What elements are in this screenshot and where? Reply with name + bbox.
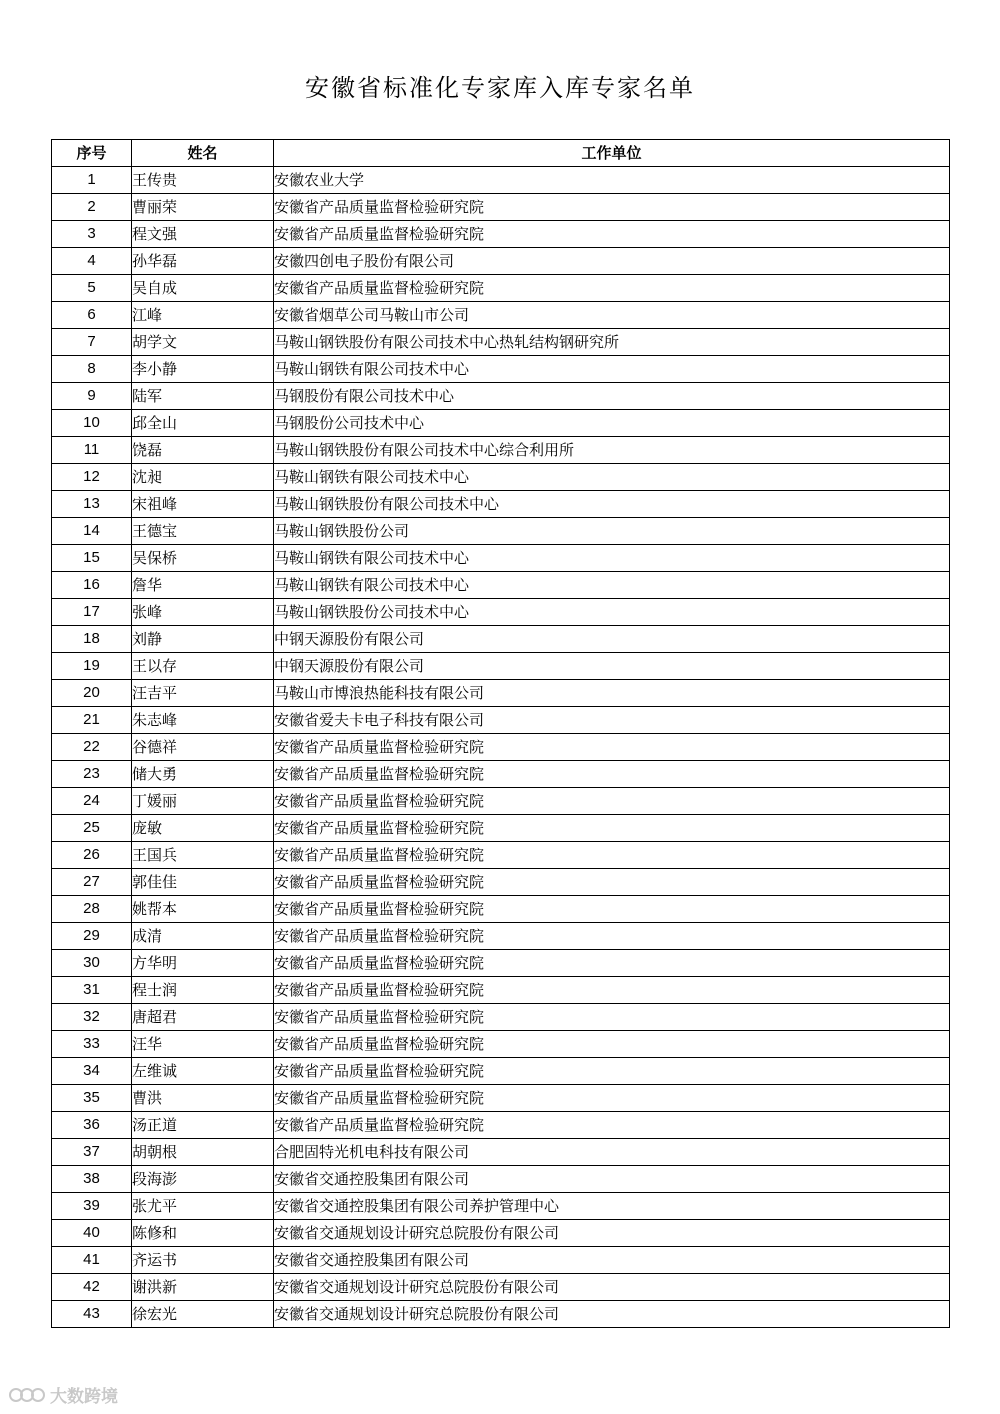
expert-name-cell: 朱志峰 [132,707,274,734]
work-unit-cell: 安徽省产品质量监督检验研究院 [274,194,950,221]
serial-number-cell: 27 [52,869,132,896]
page-title: 安徽省标准化专家库入库专家名单 [305,74,695,102]
serial-number-cell: 21 [52,707,132,734]
expert-name-cell: 汪吉平 [132,680,274,707]
table-row [52,977,950,1004]
work-unit-cell: 安徽省产品质量监督检验研究院 [274,1004,950,1031]
table-row [52,788,950,815]
table-header-row [52,140,950,167]
serial-number-cell: 1 [52,167,132,194]
expert-name-cell: 储大勇 [132,761,274,788]
table-row [52,410,950,437]
serial-number-cell: 31 [52,977,132,1004]
table-row [52,491,950,518]
serial-number-cell: 8 [52,356,132,383]
serial-number-cell: 18 [52,626,132,653]
table-row [52,1220,950,1247]
work-unit-cell: 安徽省产品质量监督检验研究院 [274,923,950,950]
expert-name-cell: 张尤平 [132,1193,274,1220]
work-unit-cell: 合肥固特光机电科技有限公司 [274,1139,950,1166]
work-unit-cell: 安徽省产品质量监督检验研究院 [274,788,950,815]
work-unit-cell: 安徽省产品质量监督检验研究院 [274,1031,950,1058]
table-row [52,626,950,653]
serial-number-cell: 33 [52,1031,132,1058]
table-row [52,653,950,680]
expert-name-cell: 唐超君 [132,1004,274,1031]
serial-number-cell: 6 [52,302,132,329]
work-unit-cell: 安徽省爱夫卡电子科技有限公司 [274,707,950,734]
work-unit-cell: 安徽省产品质量监督检验研究院 [274,761,950,788]
serial-number-cell: 15 [52,545,132,572]
expert-name-cell: 郭佳佳 [132,869,274,896]
work-unit-cell: 安徽省产品质量监督检验研究院 [274,950,950,977]
serial-number-cell: 17 [52,599,132,626]
expert-roster-table [51,139,950,1328]
work-unit-cell: 马鞍山钢铁股份公司 [274,518,950,545]
work-unit-cell: 安徽省产品质量监督检验研究院 [274,869,950,896]
work-unit-cell: 安徽省交通规划设计研究总院股份有限公司 [274,1274,950,1301]
table-row [52,464,950,491]
work-unit-cell: 马鞍山钢铁有限公司技术中心 [274,356,950,383]
table-body [52,167,950,1328]
serial-number-cell: 19 [52,653,132,680]
table-row [52,1058,950,1085]
table-row [52,1004,950,1031]
serial-number-cell: 23 [52,761,132,788]
work-unit-cell: 马鞍山市博浪热能科技有限公司 [274,680,950,707]
table-row [52,329,950,356]
work-unit-cell: 安徽农业大学 [274,167,950,194]
expert-name-cell: 汪华 [132,1031,274,1058]
serial-number-cell: 32 [52,1004,132,1031]
serial-number-cell: 4 [52,248,132,275]
serial-number-cell: 24 [52,788,132,815]
serial-number-cell: 12 [52,464,132,491]
table-row [52,302,950,329]
work-unit-cell: 马鞍山钢铁股份有限公司技术中心 [274,491,950,518]
work-unit-cell: 安徽省产品质量监督检验研究院 [274,734,950,761]
expert-name-cell: 齐运书 [132,1247,274,1274]
table-row [52,1274,950,1301]
expert-name-cell: 刘静 [132,626,274,653]
serial-number-cell: 40 [52,1220,132,1247]
expert-name-cell: 王德宝 [132,518,274,545]
expert-name-cell: 程士润 [132,977,274,1004]
expert-name-cell: 左维诚 [132,1058,274,1085]
table-row [52,1139,950,1166]
expert-name-cell: 方华明 [132,950,274,977]
work-unit-cell: 安徽省产品质量监督检验研究院 [274,1058,950,1085]
table-row [52,869,950,896]
table-row [52,896,950,923]
table-row [52,518,950,545]
expert-name-cell: 王国兵 [132,842,274,869]
table-row [52,950,950,977]
work-unit-cell: 安徽省产品质量监督检验研究院 [274,1085,950,1112]
work-unit-cell: 马钢股份有限公司技术中心 [274,383,950,410]
serial-number-cell: 29 [52,923,132,950]
expert-name-cell: 邱全山 [132,410,274,437]
table-row [52,1247,950,1274]
work-unit-cell: 马鞍山钢铁有限公司技术中心 [274,464,950,491]
table-row [52,1085,950,1112]
header-serial-number: 序号 [52,140,132,167]
work-unit-cell: 安徽省交通规划设计研究总院股份有限公司 [274,1220,950,1247]
expert-name-cell: 孙华磊 [132,248,274,275]
serial-number-cell: 13 [52,491,132,518]
expert-name-cell: 江峰 [132,302,274,329]
table-row [52,707,950,734]
table-row [52,599,950,626]
expert-name-cell: 饶磊 [132,437,274,464]
table-row [52,680,950,707]
table-row [52,1112,950,1139]
expert-name-cell: 胡学文 [132,329,274,356]
serial-number-cell: 26 [52,842,132,869]
watermark [8,1380,118,1408]
expert-name-cell: 王以存 [132,653,274,680]
expert-name-cell: 汤正道 [132,1112,274,1139]
table-row [52,1031,950,1058]
expert-name-cell: 吴自成 [132,275,274,302]
work-unit-cell: 马钢股份公司技术中心 [274,410,950,437]
expert-name-cell: 丁媛丽 [132,788,274,815]
table-row [52,842,950,869]
expert-name-cell: 徐宏光 [132,1301,274,1328]
header-work-unit: 工作单位 [274,140,950,167]
work-unit-cell: 安徽四创电子股份有限公司 [274,248,950,275]
serial-number-cell: 2 [52,194,132,221]
expert-name-cell: 陆军 [132,383,274,410]
work-unit-cell: 安徽省交通控股集团有限公司 [274,1247,950,1274]
expert-name-cell: 谷德祥 [132,734,274,761]
watermark-logo-icon [8,1384,46,1404]
expert-name-cell: 胡朝根 [132,1139,274,1166]
work-unit-cell: 安徽省产品质量监督检验研究院 [274,221,950,248]
table-row [52,815,950,842]
serial-number-cell: 3 [52,221,132,248]
serial-number-cell: 20 [52,680,132,707]
expert-name-cell: 宋祖峰 [132,491,274,518]
expert-name-cell: 段海澎 [132,1166,274,1193]
serial-number-cell: 5 [52,275,132,302]
work-unit-cell: 安徽省交通控股集团有限公司养护管理中心 [274,1193,950,1220]
table-row [52,167,950,194]
serial-number-cell: 36 [52,1112,132,1139]
expert-name-cell: 姚帮本 [132,896,274,923]
expert-name-cell: 成清 [132,923,274,950]
table-row [52,923,950,950]
work-unit-cell: 马鞍山钢铁有限公司技术中心 [274,572,950,599]
work-unit-cell: 安徽省产品质量监督检验研究院 [274,815,950,842]
table-row [52,221,950,248]
table-row [52,194,950,221]
work-unit-cell: 安徽省产品质量监督检验研究院 [274,1112,950,1139]
watermark-text: 大数跨境 [50,1386,118,1407]
work-unit-cell: 安徽省产品质量监督检验研究院 [274,842,950,869]
work-unit-cell: 马鞍山钢铁有限公司技术中心 [274,545,950,572]
serial-number-cell: 30 [52,950,132,977]
work-unit-cell: 安徽省产品质量监督检验研究院 [274,896,950,923]
expert-name-cell: 谢洪新 [132,1274,274,1301]
serial-number-cell: 9 [52,383,132,410]
expert-name-cell: 陈修和 [132,1220,274,1247]
serial-number-cell: 34 [52,1058,132,1085]
serial-number-cell: 7 [52,329,132,356]
work-unit-cell: 安徽省交通规划设计研究总院股份有限公司 [274,1301,950,1328]
work-unit-cell: 马鞍山钢铁股份有限公司技术中心综合利用所 [274,437,950,464]
serial-number-cell: 42 [52,1274,132,1301]
serial-number-cell: 39 [52,1193,132,1220]
expert-name-cell: 沈昶 [132,464,274,491]
table-row [52,275,950,302]
serial-number-cell: 37 [52,1139,132,1166]
table-row [52,1301,950,1328]
table-row [52,545,950,572]
table-row [52,248,950,275]
serial-number-cell: 10 [52,410,132,437]
table-row [52,356,950,383]
serial-number-cell: 41 [52,1247,132,1274]
serial-number-cell: 16 [52,572,132,599]
work-unit-cell: 安徽省产品质量监督检验研究院 [274,977,950,1004]
table-row [52,1166,950,1193]
table-row [52,572,950,599]
serial-number-cell: 11 [52,437,132,464]
expert-name-cell: 王传贵 [132,167,274,194]
work-unit-cell: 安徽省产品质量监督检验研究院 [274,275,950,302]
table-row [52,437,950,464]
serial-number-cell: 25 [52,815,132,842]
table-row [52,734,950,761]
serial-number-cell: 35 [52,1085,132,1112]
work-unit-cell: 安徽省烟草公司马鞍山市公司 [274,302,950,329]
expert-name-cell: 吴保桥 [132,545,274,572]
work-unit-cell: 马鞍山钢铁股份公司技术中心 [274,599,950,626]
serial-number-cell: 38 [52,1166,132,1193]
expert-name-cell: 曹洪 [132,1085,274,1112]
serial-number-cell: 22 [52,734,132,761]
expert-name-cell: 张峰 [132,599,274,626]
serial-number-cell: 14 [52,518,132,545]
work-unit-cell: 马鞍山钢铁股份有限公司技术中心热轧结构钢研究所 [274,329,950,356]
work-unit-cell: 中钢天源股份有限公司 [274,653,950,680]
table-row [52,1193,950,1220]
work-unit-cell: 中钢天源股份有限公司 [274,626,950,653]
expert-name-cell: 曹丽荣 [132,194,274,221]
table-row [52,761,950,788]
serial-number-cell: 43 [52,1301,132,1328]
expert-name-cell: 程文强 [132,221,274,248]
serial-number-cell: 28 [52,896,132,923]
header-name: 姓名 [132,140,274,167]
work-unit-cell: 安徽省交通控股集团有限公司 [274,1166,950,1193]
expert-name-cell: 李小静 [132,356,274,383]
table-row [52,383,950,410]
expert-name-cell: 庞敏 [132,815,274,842]
expert-name-cell: 詹华 [132,572,274,599]
